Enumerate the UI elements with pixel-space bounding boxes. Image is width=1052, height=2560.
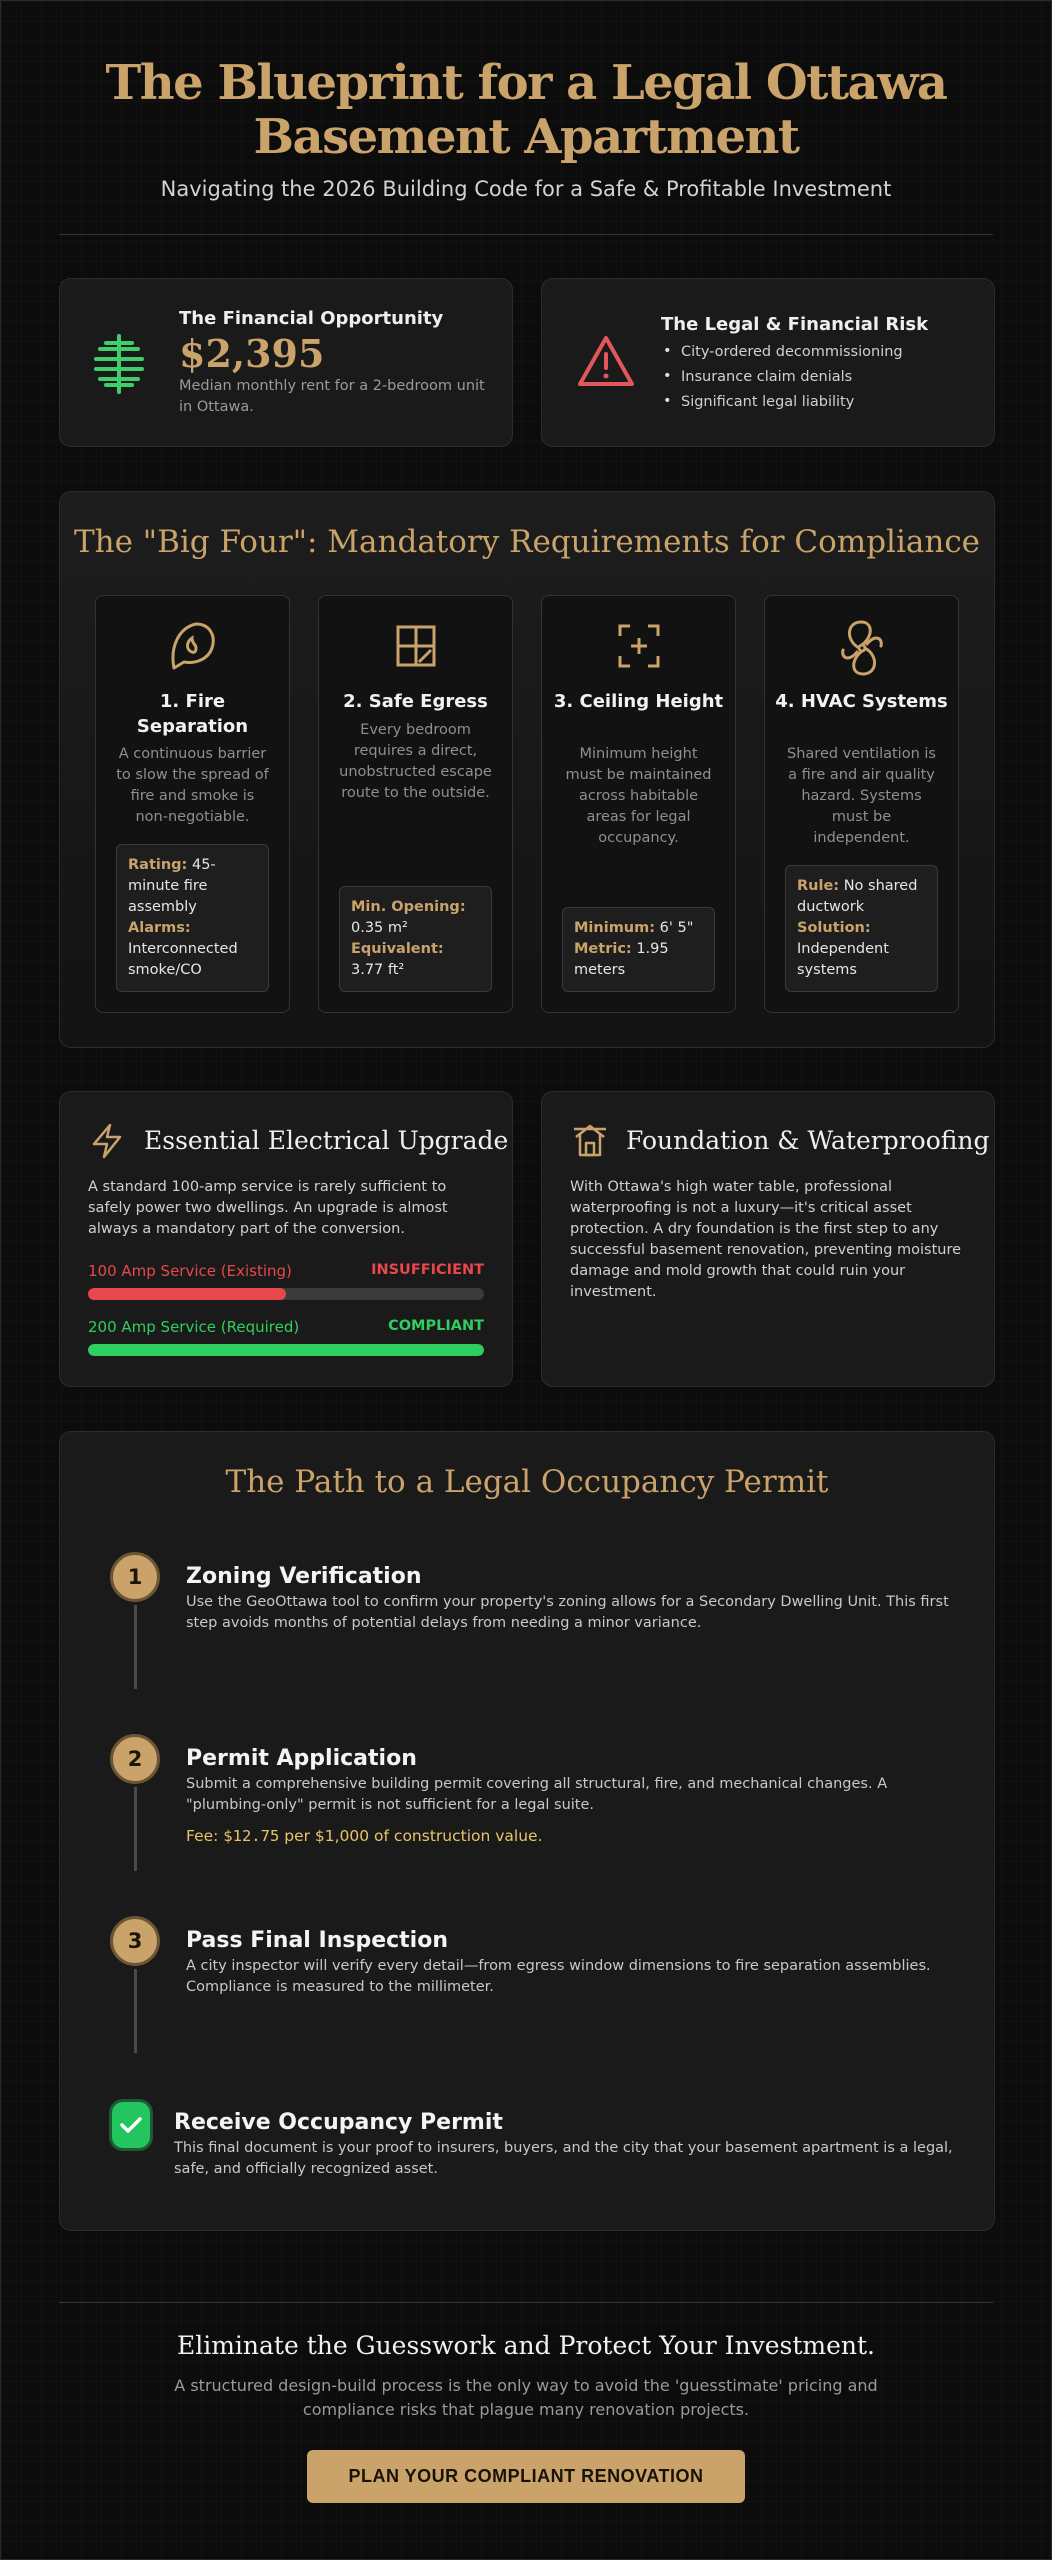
step-title: Zoning Verification: [186, 1564, 422, 1589]
spec-value: No shared ductwork: [797, 878, 918, 915]
foundation-card: [541, 1091, 995, 1387]
requirement-title: 4. HVAC Systems: [775, 691, 948, 712]
spec-value: Independent systems: [797, 941, 889, 978]
step-connector: [134, 1605, 137, 1689]
foundation-title: Foundation & Waterproofing: [626, 1126, 990, 1155]
expand-icon: [542, 618, 735, 674]
requirement-spec-box: [116, 844, 269, 992]
spec-value: 45-minute fire assembly: [128, 857, 216, 915]
step-text: A city inspector will verify every detail—from egress window dimensions to fire separation assemblies. Compliance is measured to the millimeter.: [186, 1958, 931, 1995]
requirement-ceiling-height: [541, 595, 736, 1013]
page-subtitle: Navigating the 2026 Building Code for a Safe & Profitable Investment: [160, 177, 892, 201]
requirement-description: Shared ventilation is a fire and air quality hazard. Systems must be independent.: [787, 746, 936, 846]
requirement-hvac-systems: [764, 595, 959, 1013]
permit-fee: [186, 1827, 543, 1845]
big-four-title: The "Big Four": Mandatory Requirements for Compliance: [73, 524, 981, 560]
risk-item: • Significant legal liability: [661, 394, 903, 410]
bar-label-existing: [88, 1262, 292, 1280]
warning-triangle-icon: [576, 332, 636, 392]
requirement-title: 1. Fire Separation: [136, 691, 249, 737]
footer-text: A structured design-build process is the only way to avoid the 'guesstimate' pricing and compliance risks that plague many renovation projects.: [174, 2376, 878, 2419]
flame-icon: [96, 618, 289, 674]
status-badge-insufficient: INSUFFICIENT: [371, 1262, 484, 1278]
fee-prefix: Fee:: [186, 1827, 224, 1845]
step-text: Submit a comprehensive building permit covering all structural, fire, and mechanical changes. A "plumbing-only" permit is not sufficient for a legal suite.: [186, 1776, 888, 1813]
median-rent-value: $2,395: [179, 331, 325, 376]
financial-opportunity-card: [59, 278, 513, 447]
step-number-2: 2: [110, 1734, 160, 1784]
permit-path-title: The Path to a Legal Occupancy Permit: [225, 1464, 829, 1500]
foundation-text: With Ottawa's high water table, professional waterproofing is not a luxury—it's critical asset protection. A dry foundation is the first step to any successful basement renovation, preventing moisture damage and mold growth that could ruin your investment.: [570, 1179, 962, 1300]
opportunity-note: Median monthly rent for a 2-bedroom unit in Ottawa.: [179, 378, 485, 415]
spec-key: Minimum:: [574, 920, 656, 936]
requirement-spec-box: [562, 907, 715, 992]
fee-amount: $12.75: [223, 1827, 280, 1845]
fee-suffix: per $1,000 of construction value.: [279, 1827, 543, 1845]
opportunity-heading: The Financial Opportunity: [179, 308, 444, 329]
step-text: Use the GeoOttawa tool to confirm your property's zoning allows for a Secondary Dwelling Unit. This first step avoids months of potential delays from needing a minor variance.: [186, 1594, 949, 1631]
requirement-description: Minimum height must be maintained across habitable areas for legal occupancy.: [565, 746, 712, 846]
requirement-description: A continuous barrier to slow the spread of fire and smoke is non-negotiable.: [116, 746, 269, 825]
footer-heading: Eliminate the Guesswork and Protect Your Investment.: [176, 2331, 875, 2360]
step-connector: [134, 1787, 137, 1871]
house-icon: [572, 1121, 608, 1159]
bar-label-required-text: 200 Amp Service (Required): [88, 1318, 300, 1336]
step-number-1: 1: [110, 1552, 160, 1602]
status-badge-compliant: COMPLIANT: [388, 1318, 484, 1334]
money-icon: [86, 331, 152, 397]
header-divider: [59, 234, 993, 235]
bar-label-required: [88, 1318, 299, 1336]
step-title: Pass Final Inspection: [186, 1928, 448, 1953]
spec-key: Rule:: [797, 878, 840, 894]
requirement-spec-box: [785, 865, 938, 992]
spec-key: Alarms:: [128, 920, 191, 936]
risk-item: • City-ordered decommissioning: [661, 344, 903, 360]
footer-divider: [59, 2302, 993, 2303]
fan-icon: [765, 618, 958, 674]
requirement-safe-egress: [318, 595, 513, 1013]
spec-value: 6' 5": [655, 920, 694, 936]
spec-key: Equivalent:: [351, 941, 444, 957]
spec-value: 1.95 meters: [574, 941, 669, 978]
service-bar-fill: [88, 1288, 286, 1300]
requirement-title: 3. Ceiling Height: [553, 691, 724, 712]
risk-list: [661, 344, 903, 419]
requirement-description: Every bedroom requires a direct, unobstructed escape route to the outside.: [339, 722, 492, 801]
electrical-text: A standard 100-amp service is rarely sufficient to safely power two dwellings. An upgrade is almost always a mandatory part of the conversion.: [88, 1179, 448, 1237]
spec-key: Rating:: [128, 857, 188, 873]
service-bar-required: [88, 1344, 484, 1356]
step-number-3: 3: [110, 1916, 160, 1966]
risk-heading: The Legal & Financial Risk: [661, 314, 929, 335]
spec-value: 3.77 ft²: [351, 962, 405, 978]
spec-key: Metric:: [574, 941, 632, 957]
step-title: Permit Application: [186, 1746, 417, 1771]
lightning-bolt-icon: [90, 1123, 124, 1159]
service-bar-fill: [88, 1344, 484, 1356]
service-bar-existing: [88, 1288, 484, 1300]
requirement-fire-separation: [95, 595, 290, 1013]
legal-risk-card: [541, 278, 995, 447]
spec-value: 0.35 m²: [351, 920, 408, 936]
step-title: Receive Occupancy Permit: [174, 2110, 503, 2135]
requirement-spec-box: [339, 886, 492, 992]
plan-renovation-button[interactable]: PLAN YOUR COMPLIANT RENOVATION: [307, 2450, 745, 2503]
step-text: This final document is your proof to insurers, buyers, and the city that your basement apartment is a legal, safe, and officially recognized asset.: [174, 2140, 953, 2177]
electrical-upgrade-card: [59, 1091, 513, 1387]
requirement-title: 2. Safe Egress: [343, 691, 488, 712]
page-title: The Blueprint for a Legal Ottawa Basement Apartment: [105, 55, 947, 165]
step-connector: [134, 1969, 137, 2053]
spec-key: Solution:: [797, 920, 871, 936]
risk-item: • Insurance claim denials: [661, 369, 903, 385]
bar-label-existing-text: 100 Amp Service (Existing): [88, 1262, 292, 1280]
electrical-title: Essential Electrical Upgrade: [144, 1126, 509, 1155]
check-icon: [109, 2099, 153, 2151]
window-icon: [319, 618, 512, 674]
spec-key: Min. Opening:: [351, 899, 466, 915]
spec-value: Interconnected smoke/CO: [128, 941, 238, 978]
